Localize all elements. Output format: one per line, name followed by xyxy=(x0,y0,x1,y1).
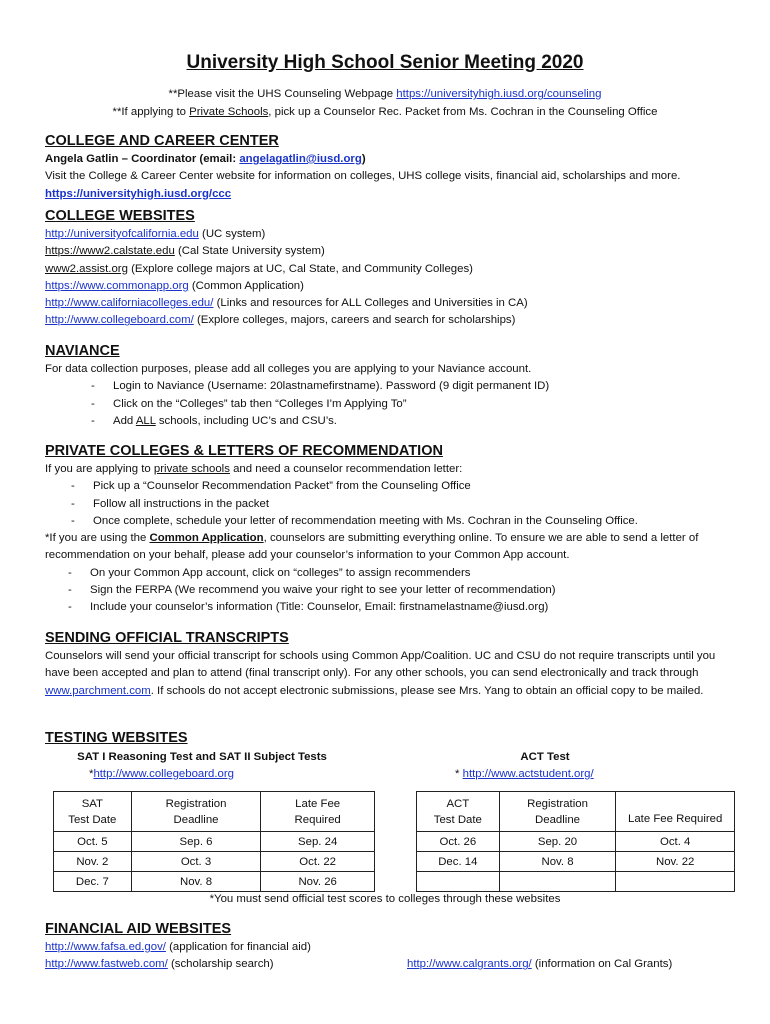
website-link[interactable]: http://www.californiacolleges.edu/ xyxy=(45,297,214,310)
table-row xyxy=(54,832,375,852)
website-item: https://www.commonapp.org (Common Application) xyxy=(45,279,304,292)
website-item: http://www.fastweb.com/ (scholarship search) xyxy=(45,958,274,971)
website-item: www2.assist.org (Explore college majors at UC, Cal State, and Community Colleges) xyxy=(45,262,473,275)
table-header-cell: Late Fee Required xyxy=(261,792,375,832)
table-cell: Oct. 4 xyxy=(616,832,735,852)
list-item: - Follow all instructions in the packet xyxy=(45,496,735,513)
section-heading: SENDING OFFICIAL TRANSCRIPTS xyxy=(45,630,289,646)
section-heading: COLLEGE AND CAREER CENTER xyxy=(45,133,279,149)
table-row xyxy=(417,832,735,852)
list-item: - Login to Naviance (Username: 20lastnamefirstname). Password (9 digit permanent ID) xyxy=(45,378,735,395)
table-header-cell: Registration Deadline xyxy=(131,792,261,832)
section-heading: COLLEGE WEBSITES xyxy=(45,208,195,224)
list-item: - Click on the “Colleges” tab then “Colleges I’m Applying To” xyxy=(45,396,735,413)
common-app-note: *If you are using the Common Application, counselors are submitting everything online. To ensure we are able to send a letter of recommendation on your behalf, please add your counselor’s information to your Common App account. xyxy=(45,532,699,562)
private-colleges-section xyxy=(45,441,735,617)
calgrants-link[interactable]: http://www.calgrants.org/ xyxy=(407,958,532,971)
parchment-link[interactable]: www.parchment.com xyxy=(45,684,151,697)
section-heading: FINANCIAL AID WEBSITES xyxy=(45,921,232,937)
table-header-cell: ACT Test Date xyxy=(417,792,500,832)
website-item: http://www.fafsa.ed.gov/ (application for financial aid) xyxy=(45,941,311,953)
website-item: http://www.calgrants.org/ (information on Cal Grants) xyxy=(407,958,673,971)
sat-info xyxy=(52,749,352,766)
financial-row xyxy=(45,956,735,973)
table-header-row xyxy=(54,792,375,832)
section-heading: TESTING WEBSITES xyxy=(45,730,188,746)
table-cell: Nov. 2 xyxy=(54,852,132,872)
fastweb-link[interactable]: http://www.fastweb.com/ xyxy=(45,958,168,971)
table-cell: Sep. 6 xyxy=(131,832,261,852)
sat-dates-table xyxy=(53,791,375,892)
sat-title: SAT I Reasoning Test and SAT II Subject Tests xyxy=(77,751,327,763)
table-cell: Dec. 14 xyxy=(417,852,500,872)
financial-aid-section xyxy=(45,919,735,974)
list-item: - Sign the FERPA (We recommend you waive your right to see your letter of recommendation) xyxy=(45,582,735,599)
list-item: - On your Common App account, click on “colleges” to assign recommenders xyxy=(45,565,735,582)
transcripts-text: Counselors will send your official transcript for schools using Common App/Coalition. UC and CSU do not require transcripts until you have been accepted and plan to attend (final transcript only). For any other schools, you can send electronically and track through www.parchment.com. If schools do not accept electronic submissions, please see Mrs. Yang to obtain an official copy to be mailed. xyxy=(45,650,716,697)
website-item: http://www.californiacolleges.edu/ (Links and resources for ALL Colleges and Universities in CA) xyxy=(45,297,528,310)
counseling-link[interactable]: https://universityhigh.iusd.org/counseling xyxy=(396,88,602,100)
intro-notes xyxy=(0,86,770,121)
table-cell: Oct. 22 xyxy=(261,852,375,872)
collegeboard-link[interactable]: http://www.collegeboard.org xyxy=(93,768,235,780)
ccc-description: Visit the College & Career Center website for information on colleges, UHS college visits, financial aid, scholarships and more. https://universityhigh.iusd.org/ccc xyxy=(45,170,681,200)
list-item: - Once complete, schedule your letter of recommendation meeting with Ms. Cochran in the Counseling Office. xyxy=(45,513,735,530)
transcripts-section xyxy=(45,628,735,700)
intro-line-1: **Please visit the UHS Counseling Webpage https://universityhigh.iusd.org/counseling xyxy=(168,88,602,100)
page-title: University High School Senior Meeting 2020 xyxy=(186,52,584,73)
table-header-cell: Late Fee Required xyxy=(616,792,735,832)
section-heading: NAVIANCE xyxy=(45,343,120,359)
table-row xyxy=(54,872,375,892)
act-title: ACT Test xyxy=(520,751,570,763)
table-row xyxy=(417,872,735,892)
table-cell: Oct. 5 xyxy=(54,832,132,852)
table-cell xyxy=(616,872,735,892)
intro-line-2: **If applying to Private Schools, pick up a Counselor Rec. Packet from Ms. Cochran in the Counseling Office xyxy=(112,105,658,118)
fafsa-link[interactable]: http://www.fafsa.ed.gov/ xyxy=(45,941,166,953)
list-item: - Add ALL schools, including UC’s and CSU’s. xyxy=(45,413,735,430)
private-intro: If you are applying to private schools and need a counselor recommendation letter: xyxy=(45,463,463,475)
ccc-link[interactable]: https://universityhigh.iusd.org/ccc xyxy=(45,187,232,200)
sat-link-line: *http://www.collegeboard.org xyxy=(89,768,235,780)
section-heading: PRIVATE COLLEGES & LETTERS OF RECOMMENDATION xyxy=(45,443,443,459)
table-cell xyxy=(499,872,616,892)
website-link[interactable]: www2.assist.org xyxy=(45,262,128,275)
list-item: - Pick up a “Counselor Recommendation Packet” from the Counseling Office xyxy=(45,478,735,495)
table-cell: Nov. 26 xyxy=(261,872,375,892)
table-cell: Nov. 8 xyxy=(499,852,616,872)
table-header-cell: SAT Test Date xyxy=(54,792,132,832)
list-item: - Include your counselor’s information (Title: Counselor, Email: firstnamelastname@iusd.org) xyxy=(45,599,735,616)
college-websites-section xyxy=(45,206,735,330)
coordinator-email-link[interactable]: angelagatlin@iusd.org xyxy=(239,153,362,165)
table-cell: Sep. 20 xyxy=(499,832,616,852)
table-cell: Oct. 3 xyxy=(131,852,261,872)
website-link[interactable]: https://www.commonapp.org xyxy=(45,279,189,292)
website-link[interactable]: http://universityofcalifornia.edu xyxy=(45,228,199,240)
act-link-line: * http://www.actstudent.org/ xyxy=(455,768,594,780)
college-career-section xyxy=(45,131,735,203)
naviance-section xyxy=(45,341,735,430)
table-cell xyxy=(417,872,500,892)
table-header-cell: Registration Deadline xyxy=(499,792,616,832)
table-row xyxy=(54,852,375,872)
test-scores-note: *You must send official test scores to colleges through these websites xyxy=(209,893,561,905)
website-link[interactable]: http://www.collegeboard.com/ xyxy=(45,314,194,327)
website-item: http://universityofcalifornia.edu (UC system) xyxy=(45,228,266,240)
table-cell: Nov. 22 xyxy=(616,852,735,872)
coordinator-line: Angela Gatlin – Coordinator (email: angelagatlin@iusd.org) xyxy=(45,153,366,165)
table-cell: Nov. 8 xyxy=(131,872,261,892)
website-item: https://www2.calstate.edu (Cal State University system) xyxy=(45,245,325,258)
table-cell: Sep. 24 xyxy=(261,832,375,852)
website-link[interactable]: https://www2.calstate.edu xyxy=(45,245,175,258)
table-cell: Oct. 26 xyxy=(417,832,500,852)
website-item: http://www.collegeboard.com/ (Explore colleges, majors, careers and search for scholarships) xyxy=(45,314,516,327)
act-dates-table xyxy=(416,791,735,892)
naviance-intro: For data collection purposes, please add all colleges you are applying to your Naviance account. xyxy=(45,363,532,375)
table-cell: Dec. 7 xyxy=(54,872,132,892)
table-header-row xyxy=(417,792,735,832)
actstudent-link[interactable]: http://www.actstudent.org/ xyxy=(462,768,594,780)
testing-section xyxy=(45,728,735,748)
table-row xyxy=(417,852,735,872)
